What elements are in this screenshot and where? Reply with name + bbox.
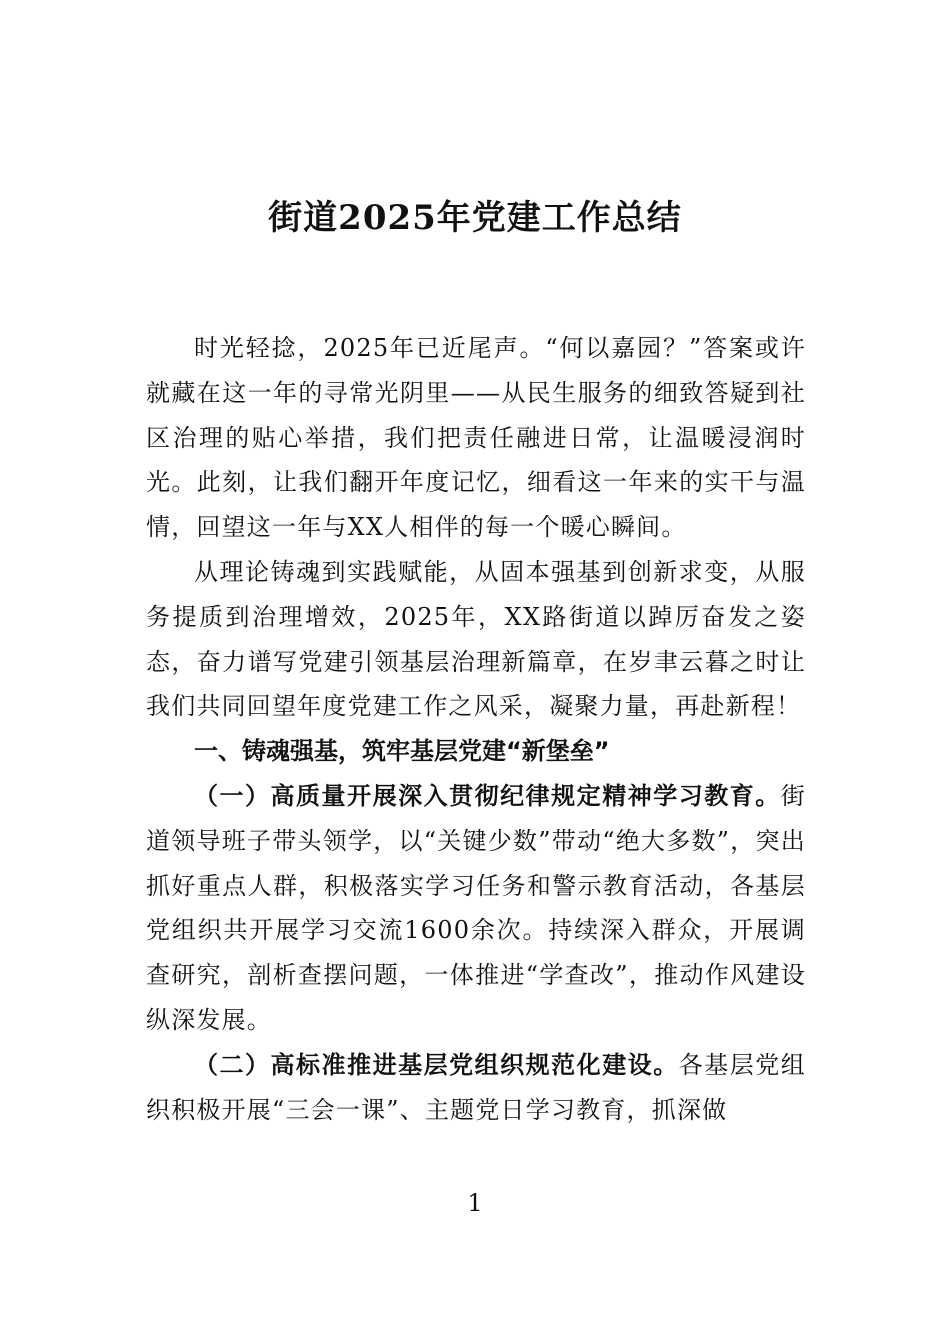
section-item-2-text: 各基层党组织积极开展“三会一课”、主题党日学习教育，抓深做 — [146, 1050, 806, 1124]
section-item-2 — [146, 1043, 806, 1133]
section-item-1 — [146, 774, 806, 1043]
intro-paragraph: 时光轻捻，2025年已近尾声。“何以嘉园？”答案或许就藏在这一年的寻常光阴里——从民生服务的细致答疑到社区治理的贴心举措，我们把责任融进日常，让温暖浸润时光。此刻，让我们翻开年度记忆，细看这一年来的实干与温情，回望这一年与XX人相伴的每一个暖心瞬间。 — [146, 334, 806, 542]
document-body — [146, 326, 806, 1132]
section-heading: 一、铸魂强基，筑牢基层党建“新堡垒” — [194, 737, 610, 766]
document-title: 街道2025年党建工作总结 — [268, 198, 682, 238]
section-item-1-text: 街道领导班子带头领学，以“关键少数”带动“绝大多数”，突出抓好重点人群，积极落实学习任务和警示教育活动，各基层党组织共开展学习交流1600余次。持续深入群众，开展调查研究，剖析查摆问题，一体推进“学查改”，推动作风建设纵深发展。 — [146, 781, 806, 1034]
section-item-2-title: （二）高标准推进基层党组织规范化建设。 — [194, 1050, 679, 1079]
summary-paragraph: 从理论铸魂到实践赋能，从固本强基到创新求变，从服务提质到治理增效，2025年，XX路街道以踔厉奋发之姿态，奋力谱写党建引领基层治理新篇章，在岁聿云暮之时让我们共同回望年度党建工作之风采，凝聚力量，再赴新程！ — [146, 557, 806, 721]
page-number: 1 — [467, 1189, 483, 1217]
section-item-1-title: （一）高质量开展深入贯彻纪律规定精神学习教育。 — [194, 781, 781, 810]
